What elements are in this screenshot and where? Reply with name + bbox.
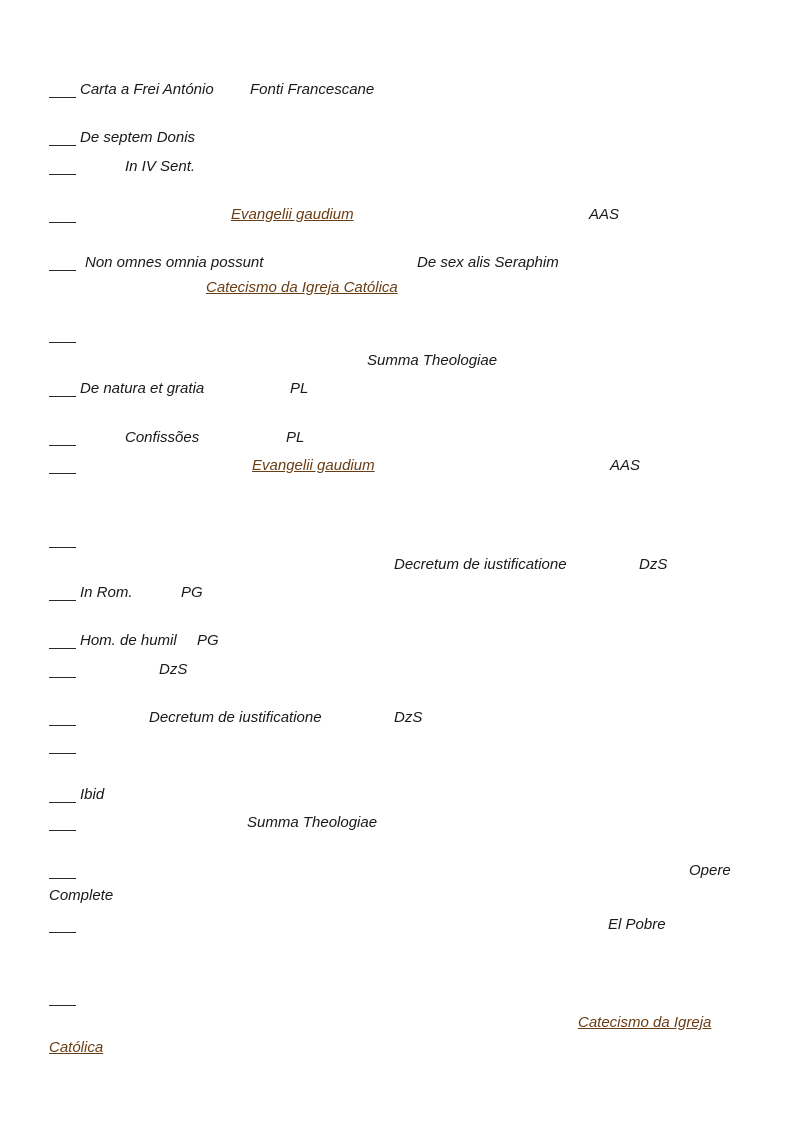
footnote-marker-blank [49, 802, 76, 803]
work-title: De septem Donis [80, 129, 196, 146]
footnote-marker-blank [49, 473, 76, 474]
footnote-marker-blank [49, 830, 76, 831]
work-title: Decretum de iustificatione [394, 556, 567, 573]
document-link[interactable]: Catecismo da Igreja [578, 1014, 712, 1031]
work-title: Summa Theologiae [247, 814, 378, 831]
footnote-marker-blank [49, 725, 76, 726]
collection-abbrev: DzS [639, 556, 668, 573]
work-title: Summa Theologiae [367, 352, 498, 369]
footnote-marker-blank [49, 547, 76, 548]
document-link[interactable]: Evangelii gaudium [252, 457, 375, 474]
footnote-marker-blank [49, 677, 76, 678]
footnote-marker-blank [49, 174, 76, 175]
footnote-marker-blank [49, 445, 76, 446]
collection-abbrev: PL [290, 380, 309, 397]
footnote-marker-blank [49, 878, 76, 879]
journal-abbrev: AAS [589, 206, 620, 223]
work-title: Non omnes omnia possunt [85, 254, 264, 271]
footnote-marker-blank [49, 648, 76, 649]
work-title: De sex alis Seraphim [417, 254, 559, 271]
work-title: Decretum de iustificatione [149, 709, 322, 726]
footnote-marker-blank [49, 222, 76, 223]
collection-abbrev: PG [197, 632, 219, 649]
collection-abbrev: PL [286, 429, 305, 446]
work-title: Opere [689, 862, 731, 879]
document-link-continued[interactable]: Católica [49, 1039, 104, 1056]
work-title: Hom. de humil [80, 632, 177, 649]
collection-abbrev: PG [181, 584, 203, 601]
work-title: In IV Sent. [125, 158, 196, 175]
collection-title: Fonti Francescane [250, 81, 375, 98]
work-title: Ibid [80, 786, 105, 803]
work-title: El Pobre [608, 916, 666, 933]
work-title: Confissões [125, 429, 200, 446]
work-title: Carta a Frei António [80, 81, 214, 98]
footnote-marker-blank [49, 932, 76, 933]
footnote-marker-blank [49, 342, 76, 343]
footnote-marker-blank [49, 753, 76, 754]
footnote-marker-blank [49, 1005, 76, 1006]
document-link[interactable]: Evangelii gaudium [231, 206, 354, 223]
collection-abbrev: DzS [159, 661, 188, 678]
collection-abbrev: DzS [394, 709, 423, 726]
work-title: In Rom. [80, 584, 133, 601]
journal-abbrev: AAS [610, 457, 641, 474]
footnote-marker-blank [49, 270, 76, 271]
footnote-marker-blank [49, 145, 76, 146]
document-link[interactable]: Catecismo da Igreja Católica [206, 279, 398, 296]
footnote-marker-blank [49, 97, 76, 98]
footnote-marker-blank [49, 396, 76, 397]
footnote-marker-blank [49, 600, 76, 601]
work-title: De natura et gratia [80, 380, 205, 397]
work-title-continued: Complete [49, 887, 114, 904]
